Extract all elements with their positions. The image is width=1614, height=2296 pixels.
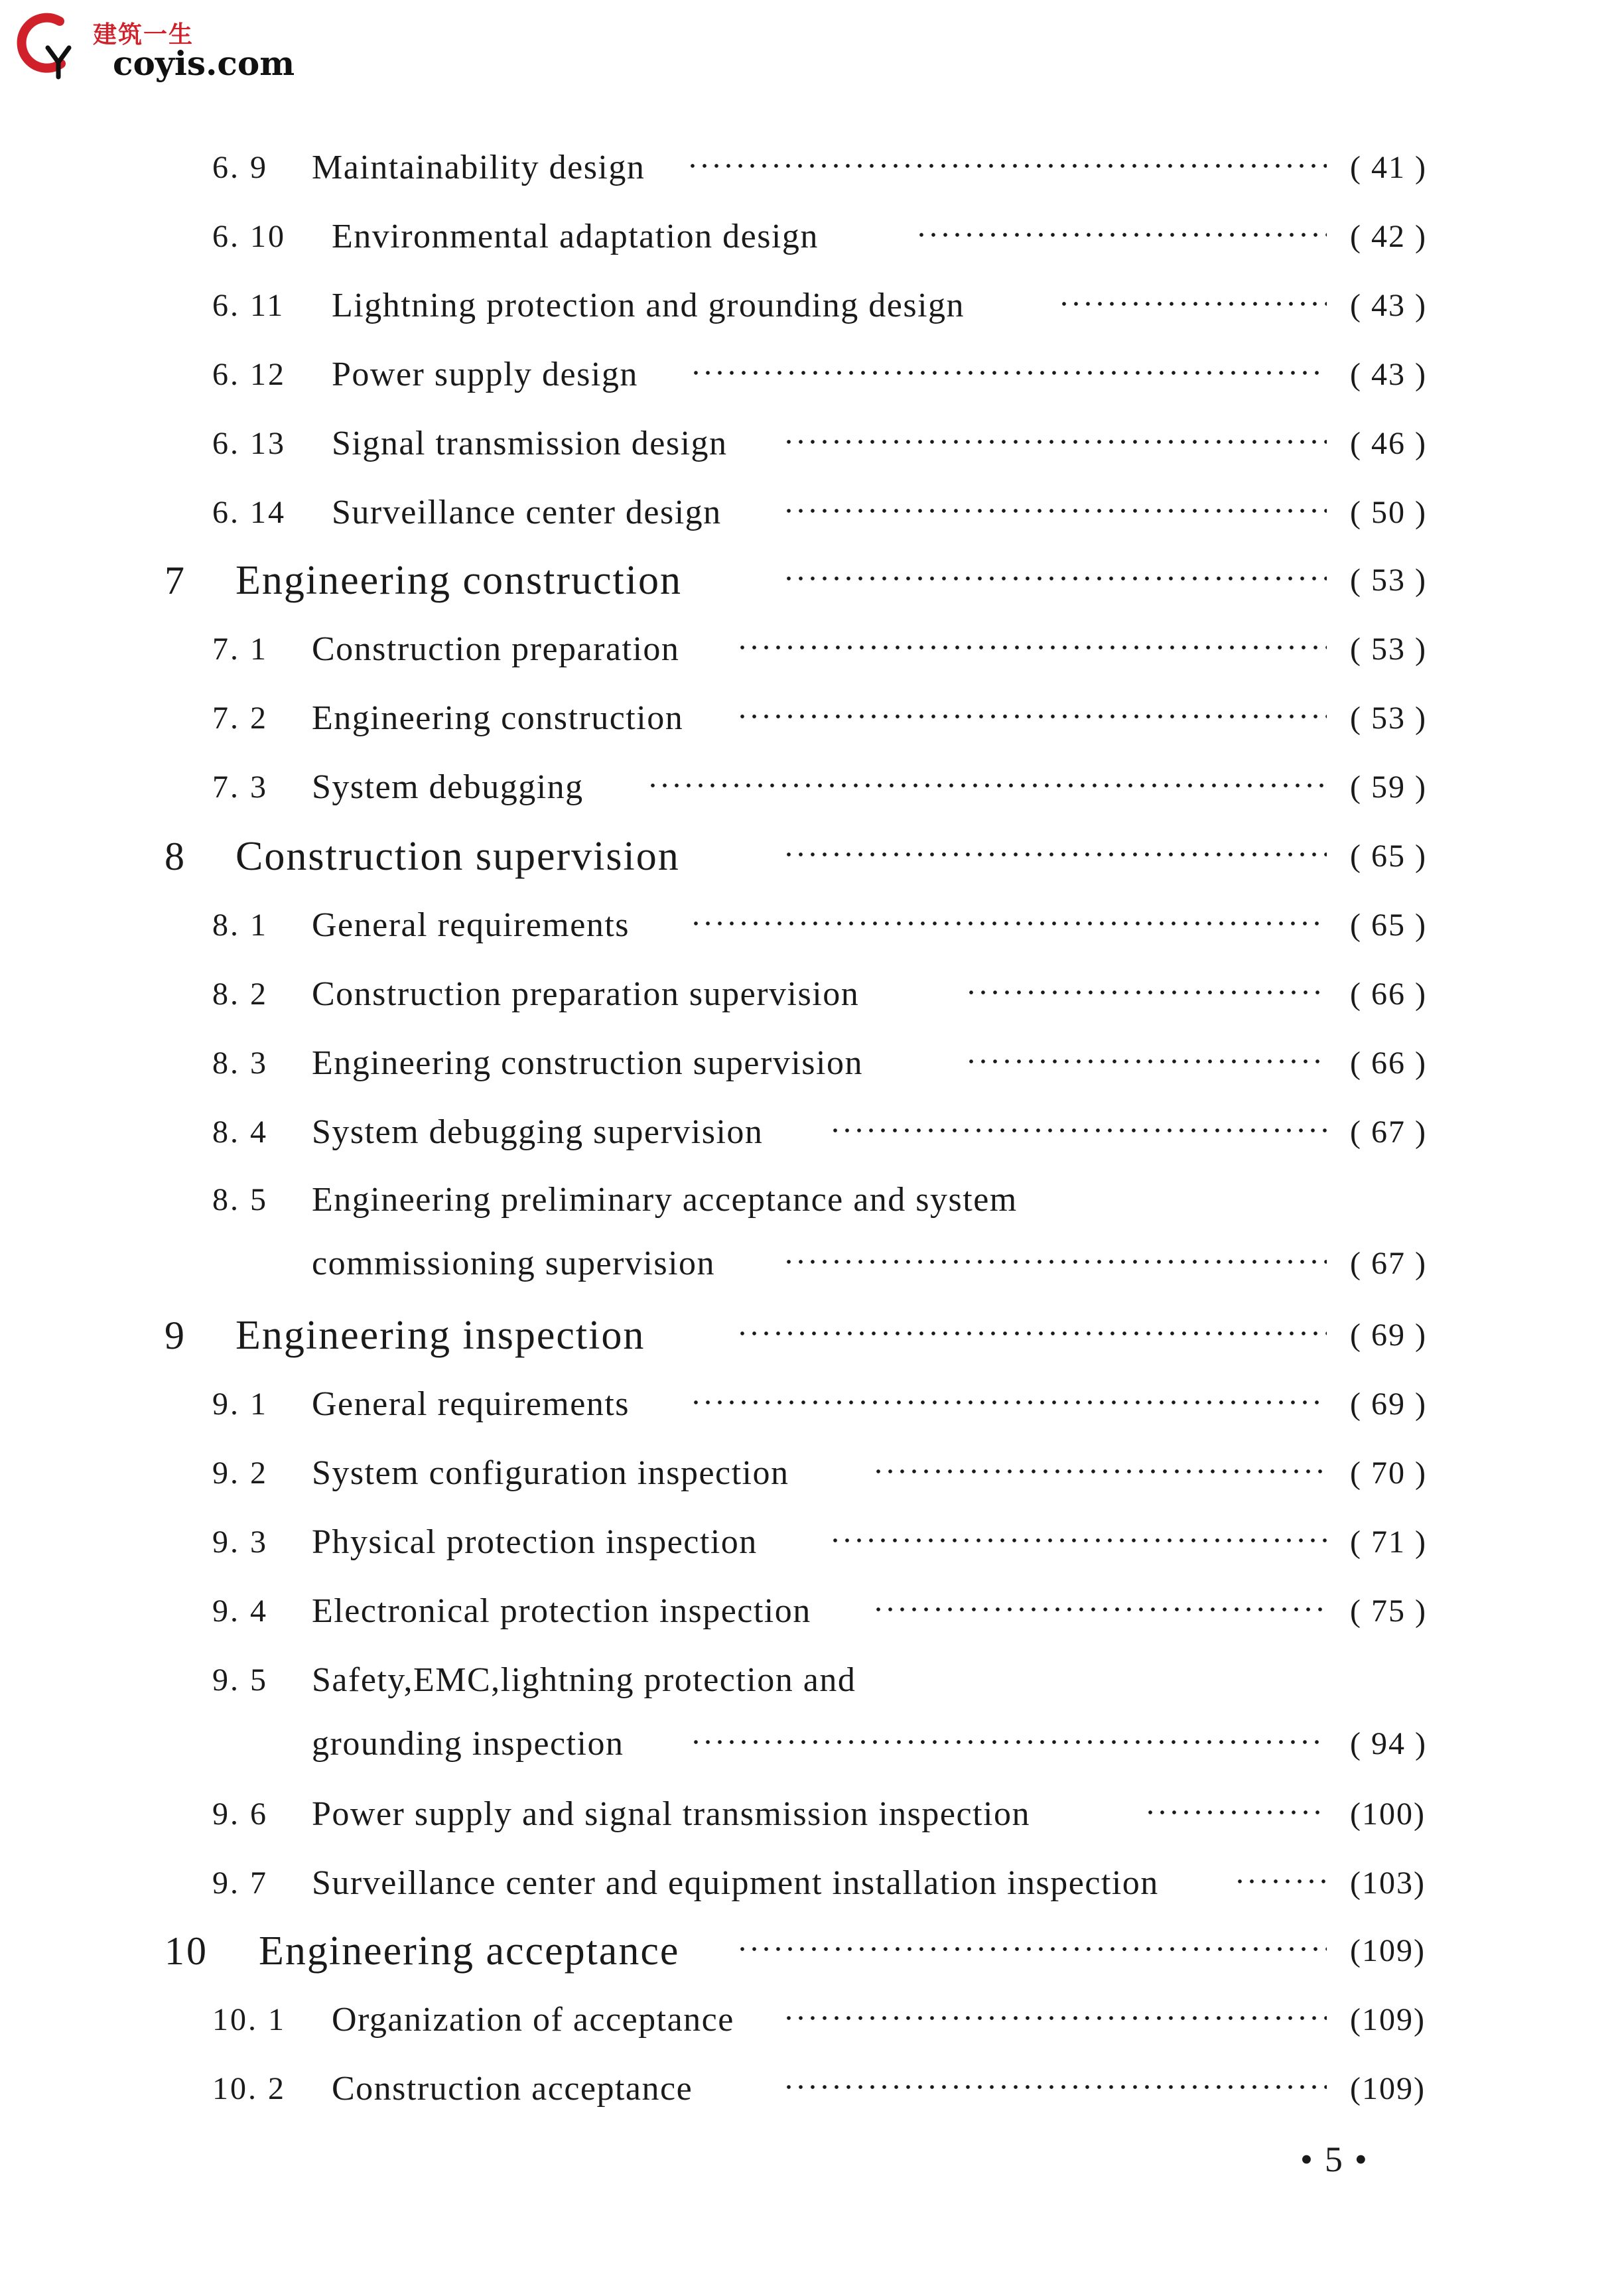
toc-section-entry	[0, 1103, 1614, 1162]
toc-dot-leader	[965, 965, 1327, 1024]
toc-entry-title: General requirements	[312, 1385, 630, 1423]
toc-section-entry	[0, 1513, 1614, 1572]
toc-page-number: ( 41 )	[1350, 150, 1427, 185]
toc-page-number: ( 67 )	[1350, 1246, 1427, 1281]
toc-entry-title: Signal transmission design	[332, 425, 728, 462]
toc-entry-title: System configuration inspection	[312, 1454, 789, 1492]
toc-entry-title: commissioning supervision	[312, 1245, 716, 1282]
toc-entry-number: 6. 9	[212, 150, 268, 185]
toc-section-entry	[0, 1714, 1614, 1774]
toc-dot-leader	[872, 1582, 1327, 1641]
toc-entry-title: Engineering preliminary acceptance and system	[312, 1181, 1018, 1219]
toc-entry-number: 8. 3	[212, 1046, 268, 1081]
toc-entry-title: Physical protection inspection	[312, 1523, 758, 1561]
toc-page-number: ( 65 )	[1350, 908, 1427, 943]
toc-entry-number: 8. 1	[212, 908, 268, 943]
toc-section-entry	[0, 207, 1614, 267]
toc-entry-number: 6. 14	[212, 495, 286, 530]
toc-entry-number: 7. 2	[212, 701, 268, 736]
toc-section-entry	[0, 1234, 1614, 1294]
toc-dot-leader	[783, 1990, 1327, 2050]
folio-number: 5	[1324, 2139, 1355, 2179]
toc-dot-leader	[915, 207, 1327, 267]
toc-entry-title: General requirements	[312, 906, 630, 944]
toc-entry-number: 9. 5	[212, 1662, 268, 1698]
toc-entry-title: System debugging	[312, 768, 584, 806]
toc-entry-number: 10. 2	[212, 2071, 286, 2106]
toc-dot-leader	[736, 1921, 1327, 1981]
toc-entry-title: Engineering construction supervision	[312, 1044, 863, 1082]
toc-entry-number: 6. 13	[212, 426, 286, 461]
toc-entry-number: 7. 3	[212, 770, 268, 805]
toc-page-number: ( 53 )	[1350, 563, 1427, 598]
toc-page-number: (100)	[1350, 1796, 1426, 1832]
toc-page-number: ( 50 )	[1350, 495, 1427, 530]
toc-page-number: ( 71 )	[1350, 1524, 1427, 1560]
toc-entry-number: 6. 12	[212, 357, 286, 392]
toc-section-entry	[0, 1375, 1614, 1434]
toc-page-number: (103)	[1350, 1865, 1426, 1901]
toc-entry-number: 9. 7	[212, 1865, 268, 1901]
toc-section-entry	[0, 1582, 1614, 1641]
toc-entry-number: 7. 1	[212, 632, 268, 667]
toc-entry-title: Surveillance center design	[332, 494, 722, 531]
toc-page-number: ( 67 )	[1350, 1114, 1427, 1150]
toc-chapter-entry	[0, 1306, 1614, 1365]
toc-section-entry	[0, 276, 1614, 336]
toc-page-number: ( 94 )	[1350, 1726, 1427, 1761]
toc-page-number: (109)	[1350, 2071, 1426, 2106]
toc-dot-leader	[783, 2059, 1327, 2119]
toc-entry-title: Environmental adaptation design	[332, 218, 819, 255]
toc-entry-number: 9. 4	[212, 1593, 268, 1629]
toc-entry-title: Construction preparation supervision	[312, 975, 860, 1013]
toc-entry-number: 9. 1	[212, 1386, 268, 1422]
toc-chapter-entry	[0, 827, 1614, 886]
toc-page-number: ( 69 )	[1350, 1317, 1427, 1353]
toc-section-entry	[0, 1651, 1614, 1710]
toc-dot-leader	[647, 758, 1327, 817]
toc-section-entry	[0, 896, 1614, 955]
toc-dot-leader	[965, 1034, 1327, 1093]
toc-entry-title: System debugging supervision	[312, 1113, 764, 1151]
toc-dot-leader	[829, 1513, 1327, 1572]
toc-section-entry	[0, 1170, 1614, 1230]
toc-dot-leader	[1058, 276, 1327, 336]
toc-dot-leader	[687, 138, 1327, 198]
toc-entry-title: Safety,EMC,lightning protection and	[312, 1661, 856, 1699]
toc-entry-title: Lightning protection and grounding design	[332, 287, 965, 324]
toc-page-number: ( 43 )	[1350, 357, 1427, 392]
toc-chapter-entry	[0, 551, 1614, 610]
toc-entry-title: Engineering inspection	[235, 1313, 645, 1358]
toc-entry-title: Organization of acceptance	[332, 2001, 734, 2039]
toc-section-entry	[0, 414, 1614, 474]
toc-entry-number: 9. 6	[212, 1796, 268, 1832]
logo-site-text: coyis.com	[113, 44, 295, 83]
toc-section-entry	[0, 1785, 1614, 1844]
toc-entry-title: Construction preparation	[312, 630, 680, 668]
toc-entry-title: Maintainability design	[312, 149, 645, 186]
toc-page-number: ( 43 )	[1350, 288, 1427, 323]
toc-entry-title: Construction supervision	[235, 834, 680, 879]
toc-page-number: ( 70 )	[1350, 1455, 1427, 1491]
toc-entry-number: 8. 5	[212, 1182, 268, 1217]
toc-section-entry	[0, 689, 1614, 748]
toc-dot-leader	[690, 345, 1327, 405]
toc-entry-number: 7	[165, 559, 186, 602]
toc-dot-leader	[783, 1234, 1327, 1294]
toc-entry-title: Construction acceptance	[332, 2070, 693, 2108]
toc-dot-leader	[690, 1714, 1327, 1774]
toc-entry-number: 10. 1	[212, 2002, 286, 2037]
toc-section-entry	[0, 1990, 1614, 2050]
toc-entry-number: 6. 10	[212, 219, 286, 254]
toc-section-entry	[0, 138, 1614, 198]
toc-entry-title: Engineering construction	[235, 558, 682, 603]
toc-entry-number: 8. 2	[212, 977, 268, 1012]
toc-page-number: ( 53 )	[1350, 632, 1427, 667]
toc-section-entry	[0, 2059, 1614, 2119]
toc-page-number: ( 42 )	[1350, 219, 1427, 254]
toc-entry-number: 6. 11	[212, 288, 285, 323]
toc-page-number: ( 53 )	[1350, 701, 1427, 736]
folio-bullet-left: •	[1300, 2139, 1325, 2179]
toc-page-number: ( 66 )	[1350, 977, 1427, 1012]
toc-dot-leader	[872, 1444, 1327, 1503]
folio-bullet-right: •	[1354, 2139, 1379, 2179]
toc-page-number: ( 59 )	[1350, 770, 1427, 805]
toc-page-number: ( 69 )	[1350, 1386, 1427, 1422]
toc-entry-number: 9	[165, 1314, 186, 1357]
page-number	[1300, 2133, 1379, 2186]
toc-page-number: ( 75 )	[1350, 1593, 1427, 1629]
toc-entry-title: Power supply and signal transmission inspection	[312, 1795, 1030, 1833]
toc-page-number: ( 46 )	[1350, 426, 1427, 461]
toc-dot-leader	[690, 896, 1327, 955]
toc-dot-leader	[736, 1306, 1327, 1365]
logo-chinese-text: 建筑一生	[93, 21, 194, 48]
toc-page-number: (109)	[1350, 1933, 1426, 1968]
toc-section-entry	[0, 1854, 1614, 1913]
toc-entry-title: Engineering acceptance	[259, 1928, 680, 1974]
toc-entry-number: 8	[165, 835, 186, 878]
toc-chapter-entry	[0, 1921, 1614, 1981]
toc-dot-leader	[736, 620, 1327, 679]
toc-page-number: (109)	[1350, 2002, 1426, 2037]
toc-dot-leader	[1234, 1854, 1327, 1913]
toc-page-number: ( 65 )	[1350, 839, 1427, 874]
toc-entry-title: Surveillance center and equipment installation inspection	[312, 1864, 1159, 1902]
toc-section-entry	[0, 965, 1614, 1024]
toc-dot-leader	[783, 483, 1327, 543]
toc-section-entry	[0, 620, 1614, 679]
toc-dot-leader	[829, 1103, 1327, 1162]
toc-dot-leader	[783, 551, 1327, 610]
toc-dot-leader	[783, 827, 1327, 886]
toc-entry-title: Electronical protection inspection	[312, 1592, 811, 1630]
toc-section-entry	[0, 483, 1614, 543]
toc-dot-leader	[736, 689, 1327, 748]
toc-entry-number: 10	[165, 1929, 208, 1973]
toc-section-entry	[0, 758, 1614, 817]
toc-dot-leader	[783, 414, 1327, 474]
toc-section-entry	[0, 1444, 1614, 1503]
toc-page-number: ( 66 )	[1350, 1046, 1427, 1081]
toc-entry-number: 9. 2	[212, 1455, 268, 1491]
toc-section-entry	[0, 345, 1614, 405]
toc-entry-number: 9. 3	[212, 1524, 268, 1560]
toc-entry-title: Power supply design	[332, 356, 638, 393]
toc-dot-leader	[1144, 1785, 1327, 1844]
toc-entry-number: 8. 4	[212, 1114, 268, 1150]
toc-entry-title: Engineering construction	[312, 699, 684, 737]
toc-dot-leader	[690, 1375, 1327, 1434]
toc-section-entry	[0, 1034, 1614, 1093]
toc-entry-title: grounding inspection	[312, 1725, 624, 1763]
